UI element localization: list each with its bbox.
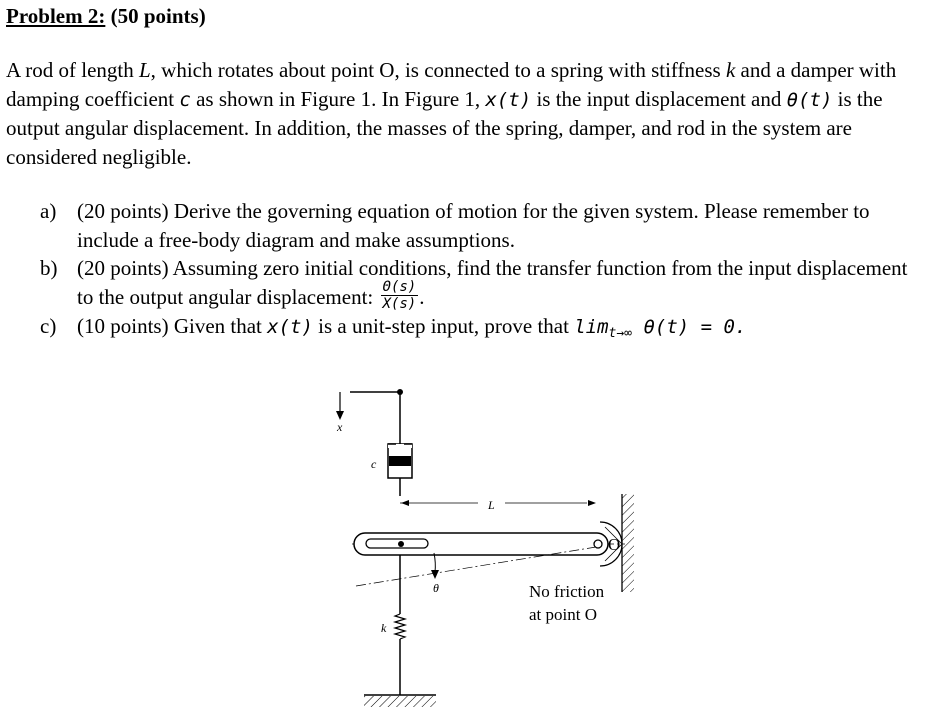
ground [364,695,436,707]
spring [395,555,405,695]
math-x-of-t: x(t) [485,88,532,111]
part-b-period: . [419,284,425,309]
no-friction-note-line1: No friction [529,582,605,601]
fraction-numerator: Θ(s) [382,279,417,296]
part-label: c) [40,314,57,339]
math-L: L [138,58,151,82]
x-label: x [337,420,343,434]
damper [388,444,412,496]
theta-arrow [431,553,439,579]
intro-text-3: and a damper with damping coefficient [6,58,897,111]
O-label: O [608,535,621,554]
part-text: (20 points) Derive the governing equation of motion for the given system. Please remember to include a free-body diagram and make assumptions. [77,199,870,252]
part-text: (10 points) Given that [77,314,268,339]
limit-rhs: θ(t) = 0. [632,316,747,339]
intro-text-1: A rod of length [6,58,139,82]
part-label: b) [40,256,58,280]
wall [622,494,634,592]
intro-text-2: , which rotates about point O, is connected to a spring with stiffness [150,58,726,82]
math-c: c [179,88,191,111]
k-label: k [381,621,387,635]
length-dimension [400,500,596,506]
math-theta-of-t: θ(t) [786,88,833,111]
rod [354,533,608,555]
intro-text-5: is the input displacement and [531,86,787,111]
c-label: c [371,457,377,471]
no-friction-note-line2: at point O [529,605,597,624]
x-arrow [336,392,344,420]
part-text: (20 points) Assuming zero initial conditions, find the transfer function from the input displacement to the output angular displacement: [77,256,908,309]
fraction-denominator: X(s) [382,296,417,313]
math-x-of-t: x(t) [267,316,313,339]
input-link [350,389,403,450]
lim-text: lim [574,316,609,339]
intro-text-4: as shown in Figure 1. In Figure 1, [190,86,486,111]
part-text-2: is a unit-step input, prove that [312,314,575,339]
L-label: L [488,498,495,512]
lim-subscript: t→∞ [608,326,633,342]
problem-points: (50 points) [110,4,206,28]
part-label: a) [40,199,57,223]
math-k: k [725,58,736,82]
intro-text-6: is the output angular displacement. In addition, the masses of the spring, damper, and rod in the system are considered negligible. [6,86,883,169]
problem-heading: Problem 2: [6,4,106,28]
theta-label: θ [433,581,439,595]
